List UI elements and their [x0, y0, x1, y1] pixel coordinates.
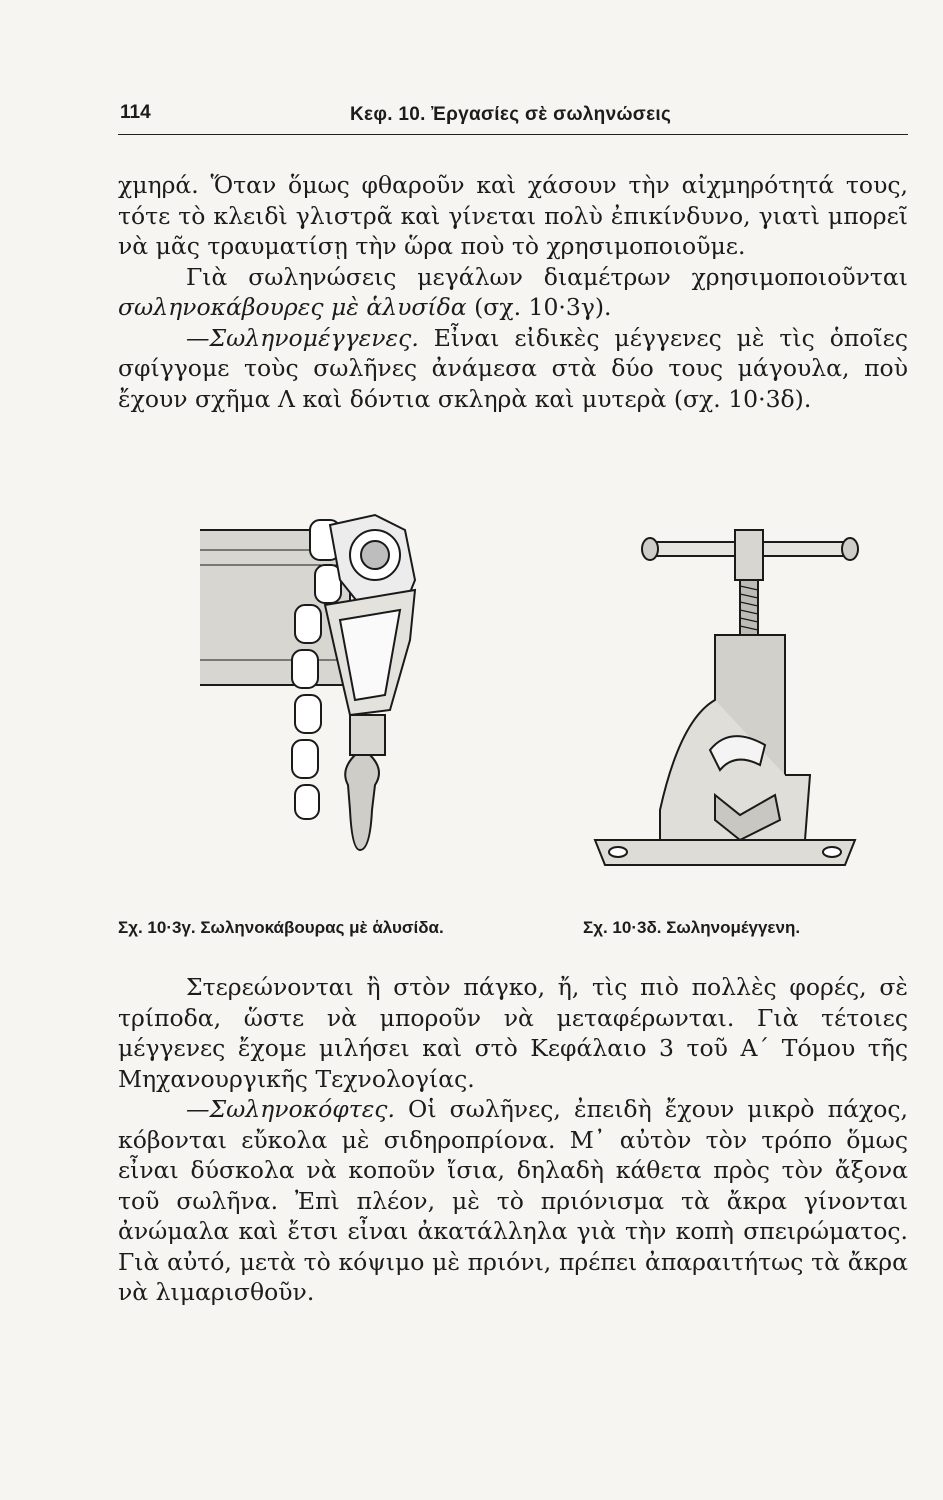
page-number: 114: [120, 102, 151, 123]
section-term-pipe-cutters: —Σωληνοκόφτες.: [186, 1095, 395, 1123]
term-chain-pipe-wrench: σωληνοκάβουρες μὲ ἁλυσίδα: [118, 293, 467, 321]
section-term-pipe-vises: —Σωληνομέγγενες.: [186, 323, 419, 352]
figure-reference: (σχ. 10·3γ).: [466, 293, 612, 321]
page-header: [118, 98, 908, 135]
paragraph-mounting: Στερεώνονται ἢ στὸν πάγκο, ἤ, τὶς πιὸ πολλὲς φορές, σὲ τρίποδα, ὥστε νὰ μποροῦν νὰ μεταφέρωνται. Γιὰ τέτοιες μέγγενες ἔχομε μιλήσει καὶ στὸ Κεφάλαιο 3 τοῦ Α΄ Τόμου τῆς Μηχανουργικῆς Τεχνολογίας.: [118, 973, 908, 1093]
running-title: Κεφ. 10. Ἐργασίες σὲ σωληνώσεις: [350, 104, 672, 125]
figure-caption-pipe-vise: Σχ. 10·3δ. Σωληνομέγγενη.: [583, 918, 801, 937]
paragraph-text: Γιὰ σωληνώσεις μεγάλων διαμέτρων χρησιμοποιοῦνται: [186, 262, 908, 291]
paragraph-text: Εἶναι εἰδικὲς μέγγενες μὲ τὶς ὁποῖες σφίγγομε τοὺς σωλῆνες ἀνάμεσα στὰ δύο τους μάγουλα, ποὺ ἔχουν σχῆμα Λ καὶ δόντια σκληρὰ καὶ μυτερὰ (σχ. 10·3δ).: [118, 323, 908, 413]
paragraph-pipe-vises: [118, 323, 908, 415]
paragraph-pipe-cutters: [118, 1094, 908, 1308]
body-text-top: [118, 170, 908, 414]
paragraph-text: Οἱ σωλῆνες, ἐπειδὴ ἔχουν μικρὸ πάχος, κόβονται εὔκολα μὲ σιδηροπρίονα. Μ᾽ αὐτὸν τὸν τρόπο ὅμως εἶναι δύσκολα νὰ κοποῦν ἴσια, δηλαδὴ κάθετα πρὸς τὸν ἄξονα τοῦ σωλῆνα. Ἐπὶ πλέον, μὲ τὸ πριόνισμα τὰ ἄκρα γίνονται ἀνώμαλα καὶ ἔτσι εἶναι ἀκατάλληλα γιὰ τὴν κοπὴ σπειρώματος. Γιὰ αὐτό, μετὰ τὸ κόψιμο μὲ πριόνι, πρέπει ἀπαραιτήτως τὰ ἄκρα νὰ λιμαρισθοῦν.: [118, 1095, 908, 1306]
paragraph-continuation: χμηρά. Ὅταν ὅμως φθαροῦν καὶ χάσουν τὴν αἰχμηρότητά τους, τότε τὸ κλειδὶ γλιστρᾶ καὶ γίνεται πολὺ ἐπικίνδυνο, γιατὶ μπορεῖ νὰ μᾶς τραυματίσῃ τὴν ὥρα ποὺ τὸ χρησιμοποιοῦμε.: [118, 171, 908, 260]
body-text-bottom: [118, 972, 908, 1308]
chain-pipe-wrench-illustration: [200, 510, 445, 855]
paragraph-chain-wrench: [118, 262, 908, 323]
figure-caption-chain-wrench: Σχ. 10·3γ. Σωληνοκάβουρας μὲ ἁλυσίδα.: [118, 918, 444, 937]
pipe-vise-illustration: [590, 520, 860, 880]
